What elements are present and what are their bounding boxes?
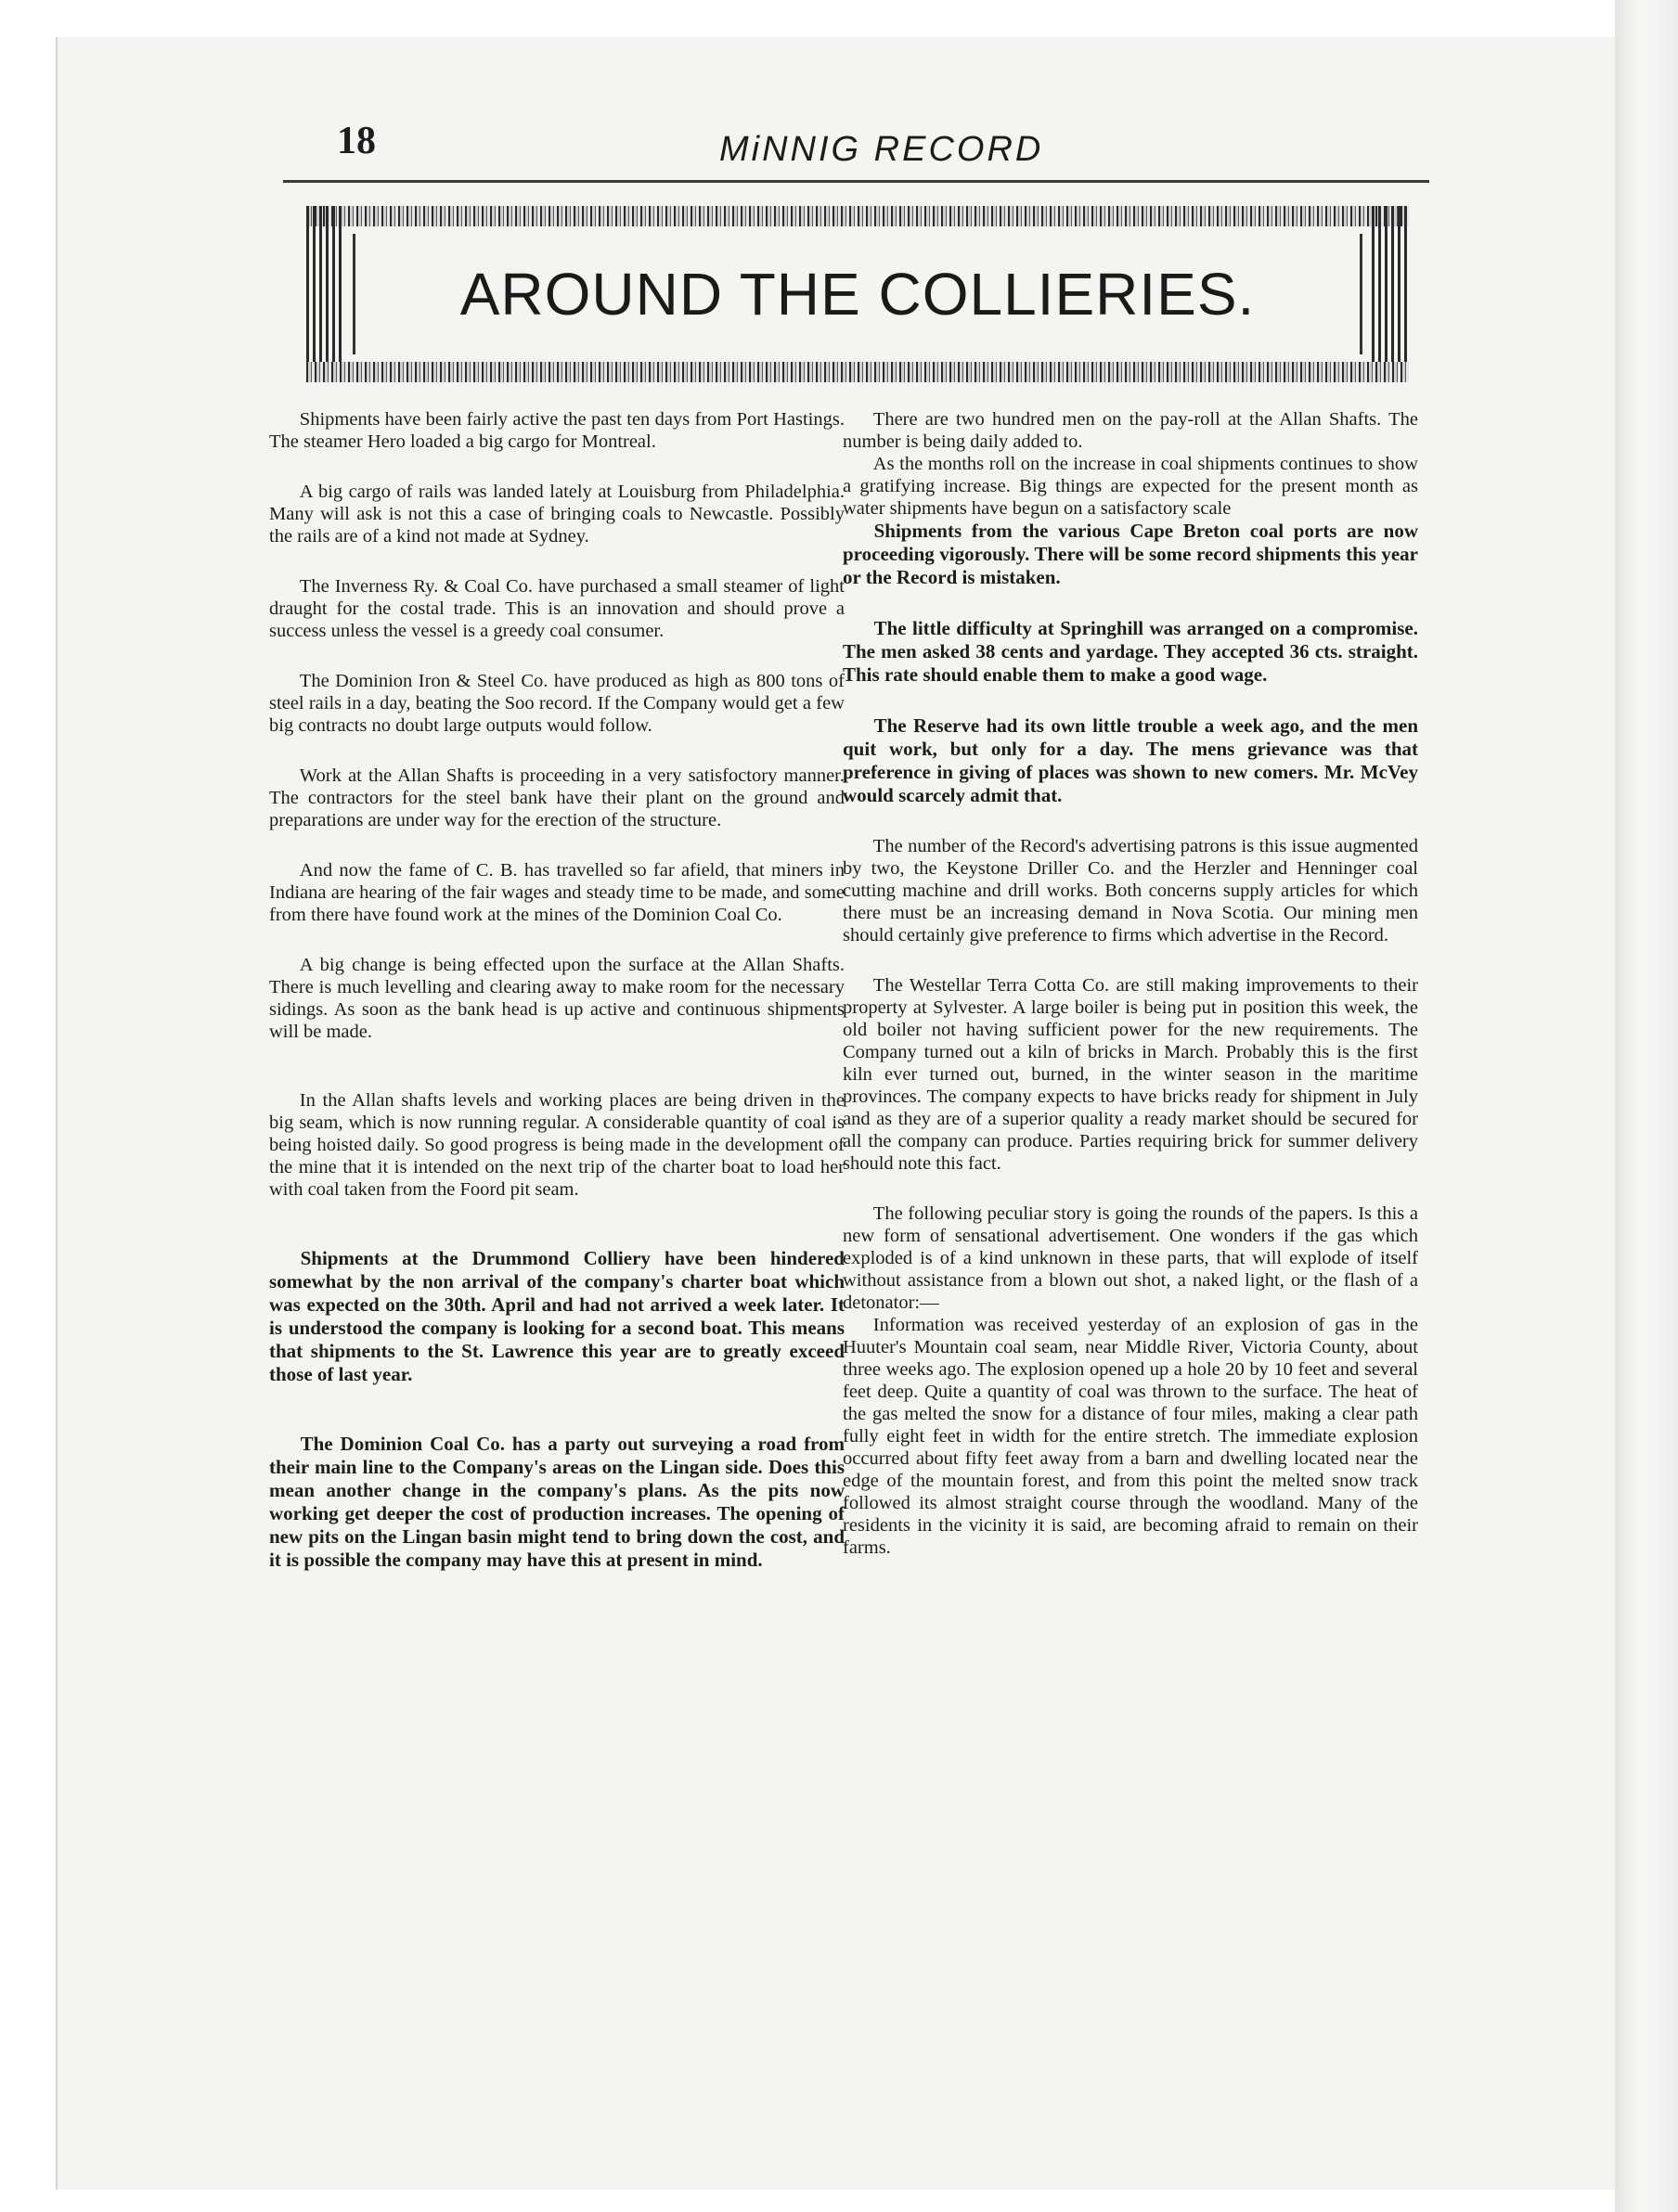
article-paragraph: There are two hundred men on the pay-roll at the Allan Shafts. The number is being daily added to. [843,409,1418,452]
article-paragraph: The number of the Record's advertising patrons is this issue augmented by two, the Keystone Driller Co. and the Herzler and Henninger coal cutting machine and drill works. Both concerns supply articles for which there must be an increasing demand in Nova Scotia. Our mining men should certainly give preference to firms which advertise in the Record. [843,836,1418,945]
article-paragraph: The Reserve had its own little trouble a week ago, and the men quit work, but only for a day. The mens grievance was that preference in giving of places was shown to new comers. Mr. McVey would scarcely admit that. [843,714,1418,806]
article-paragraph: The Dominion Iron & Steel Co. have produced as high as 800 tons of steel rails in a day, beating the Soo record. If the Company would get a few big contracts no doubt large outputs would follow. [269,671,845,736]
left-column [269,408,845,1572]
article-paragraph: A big change is being effected upon the surface at the Allan Shafts. There is much levelling and clearing away to make room for the necessary sidings. As soon as the bank head is up active and continuous shipments will be made. [269,955,845,1042]
article-paragraph: Information was received yesterday of an explosion of gas in the Huuter's Mountain coal seam, near Middle River, Victoria County, about three weeks ago. The explosion opened up a hole 20 by 10 feet and several feet deep. Quite a quantity of coal was thrown to the surface. The heat of the gas melted the snow for a distance of four miles, making a clear path fully eight feet in width for the entire stretch. The immediate explosion occurred about fifty feet away from a barn and dwelling located near the edge of the mountain forest, and from this point the melted snow track followed its almost straight course through the woodland. Many of the residents in the vicinity it is said, are becoming afraid to remain on their farms. [843,1315,1418,1558]
page-edge [1615,0,1678,2212]
article-paragraph: Work at the Allan Shafts is proceeding in a very satisfoctory manner. The contractors for the steel bank have their plant on the ground and preparations are under way for the erection of the structure. [269,765,845,830]
right-column [843,408,1418,1559]
article-paragraph: As the months roll on the increase in coal shipments continues to show a gratifying increase. Big things are expected for the present month as water shipments have begun on a satisfactory scale [843,454,1418,519]
article-paragraph: Shipments from the various Cape Breton coal ports are now proceeding vigorously. There will be some record shipments this year or the Record is mistaken. [843,520,1418,588]
page-header [283,119,1429,183]
article-paragraph: The Inverness Ry. & Coal Co. have purchased a small steamer of light draught for the costal trade. This is an innovation and should prove a success unless the vessel is a greedy coal consumer. [269,576,845,641]
article-paragraph: And now the fame of C. B. has travelled so far afield, that miners in Indiana are hearing of the fair wages and steady time to be made, and some from there have found work at the mines of the Dominion Coal Co. [269,860,845,925]
article-paragraph: Shipments at the Drummond Colliery have been hindered somewhat by the non arrival of the company's charter boat which was expected on the 30th. April and had not arrived a week later. It is understood the company is looking for a second boat. This means that shipments to the St. Lawrence this year are to greatly exceed those of last year. [269,1247,845,1385]
section-banner [306,206,1409,382]
article-paragraph: The Westellar Terra Cotta Co. are still making improvements to their property at Sylvester. A large boiler is being put in position this week, the old boiler not having sufficient power for the new requirements. The Company turned out a kiln of bricks in March. Probably this is the first kiln ever turned out, burned, in the winter season in the maritime provinces. The company expects to have bricks ready for shipment in July and as they are of a superior quality a ready market should be secured for all the company can produce. Parties requiring brick for summer delivery should note this fact. [843,975,1418,1174]
page-number: 18 [337,120,376,162]
article-paragraph: Shipments have been fairly active the past ten days from Port Hastings. The steamer Hero loaded a big cargo for Montreal. [269,409,845,452]
article-paragraph: The Dominion Coal Co. has a party out surveying a road from their main line to the Company's areas on the Lingan side. Does this mean another change in the company's plans. As the pits now working get deeper the cost of production increases. The opening of new pits on the Lingan basin might tend to bring down the cost, and it is possible the company may have this at present in mind. [269,1433,845,1571]
article-paragraph: The little difficulty at Springhill was arranged on a compromise. The men asked 38 cents and yardage. They accepted 36 cts. straight. This rate should enable them to make a good wage. [843,617,1418,686]
banner-ornament-bottom [306,362,1409,382]
banner-ornament-top [306,206,1409,226]
publication-title: MiNNIG RECORD [719,130,1044,169]
article-paragraph: In the Allan shafts levels and working places are being driven in the big seam, which is now running regular. A considerable quantity of coal is being hoisted daily. So good progress is being made in the development of the mine that it is intended on the next trip of the charter boat to load her with coal taken from the Foord pit seam. [269,1090,845,1200]
article-paragraph: The following peculiar story is going the rounds of the papers. Is this a new form of sensational advertisement. One wonders if the gas which exploded is of a kind unknown in these parts, that will explode of itself without assistance from a blown out shot, a naked light, or the flash of a detonator:— [843,1203,1418,1313]
section-title: AROUND THE COLLIERIES. [459,261,1256,328]
article-paragraph: A big cargo of rails was landed lately at Louisburg from Philadelphia. Many will ask is not this a case of bringing coals to Newcastle. Possibly the rails are of a kind not made at Sydney. [269,482,845,547]
